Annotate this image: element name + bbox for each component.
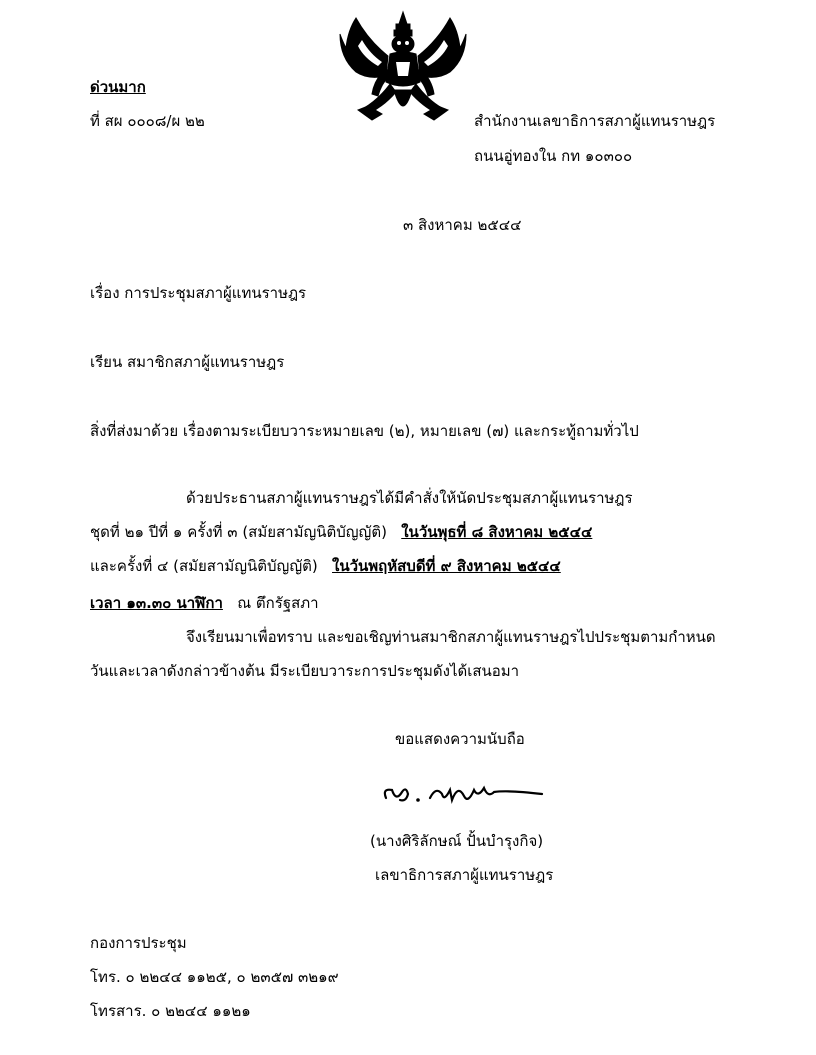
meeting-time: เวลา ๑๓.๓๐ นาฬิกา (90, 594, 223, 612)
telephone: โทร. ๐ ๒๒๔๔ ๑๑๒๕, ๐ ๒๓๕๗ ๓๒๑๙ (90, 968, 339, 986)
signer-name: (นางศิริลักษณ์ ปั้นบำรุงกิจ) (370, 832, 544, 850)
body-p1-line3 (90, 556, 561, 576)
enclosure-line: สิ่งที่ส่งมาด้วย เรื่องตามระเบียบวาระหมายเลข (๒), หมายเลข (๗) และกระทู้ถามทั่วไป (90, 422, 639, 440)
recipient-line: เรียน สมาชิกสภาผู้แทนราษฎร (90, 353, 285, 371)
session-info-2: และครั้งที่ ๔ (สมัยสามัญนิติบัญญัติ) (90, 557, 318, 575)
meeting-date-2: ในวันพฤหัสบดีที่ ๙ สิงหาคม ๒๕๔๔ (332, 557, 561, 575)
division-name: กองการประชุม (90, 934, 187, 952)
garuda-emblem-icon (338, 10, 468, 128)
meeting-date-1: ในวันพุธที่ ๘ สิงหาคม ๒๕๔๔ (401, 523, 593, 541)
subject-line: เรื่อง การประชุมสภาผู้แทนราษฎร (90, 284, 307, 302)
body-p2-line1: จึงเรียนมาเพื่อทราบ และขอเชิญท่านสมาชิกสภาผู้แทนราษฎรไปประชุมตามกำหนด (186, 628, 716, 646)
body-p1-line1: ด้วยประธานสภาผู้แทนราษฎรได้มีคำสั่งให้นัดประชุมสภาผู้แทนราษฎร (186, 489, 633, 507)
office-address: ถนนอู่ทองใน กท ๑๐๓๐๐ (474, 147, 633, 165)
session-info: ชุดที่ ๒๑ ปีที่ ๑ ครั้งที่ ๓ (สมัยสามัญนิติบัญญัติ) (90, 523, 387, 541)
urgency-label: ด่วนมาก (90, 78, 146, 96)
letter-date: ๓ สิงหาคม ๒๕๔๔ (403, 216, 522, 234)
signature-image (378, 776, 548, 814)
reference-number: ที่ สผ ๐๐๐๘/ผ ๒๒ (90, 112, 205, 130)
body-p2-line2: วันและเวลาดังกล่าวข้างต้น มีระเบียบวาระการประชุมดังได้เสนอมา (90, 662, 520, 680)
body-p1-line4 (90, 593, 319, 613)
signer-title: เลขาธิการสภาผู้แทนราษฎร (375, 866, 554, 884)
office-name: สำนักงานเลขาธิการสภาผู้แทนราษฎร (474, 112, 716, 130)
fax: โทรสาร. ๐ ๒๒๔๔ ๑๑๒๑ (90, 1002, 251, 1020)
meeting-venue: ณ ตึกรัฐสภา (237, 594, 319, 612)
closing-salutation: ขอแสดงความนับถือ (395, 730, 525, 748)
body-p1-line2 (90, 522, 592, 542)
